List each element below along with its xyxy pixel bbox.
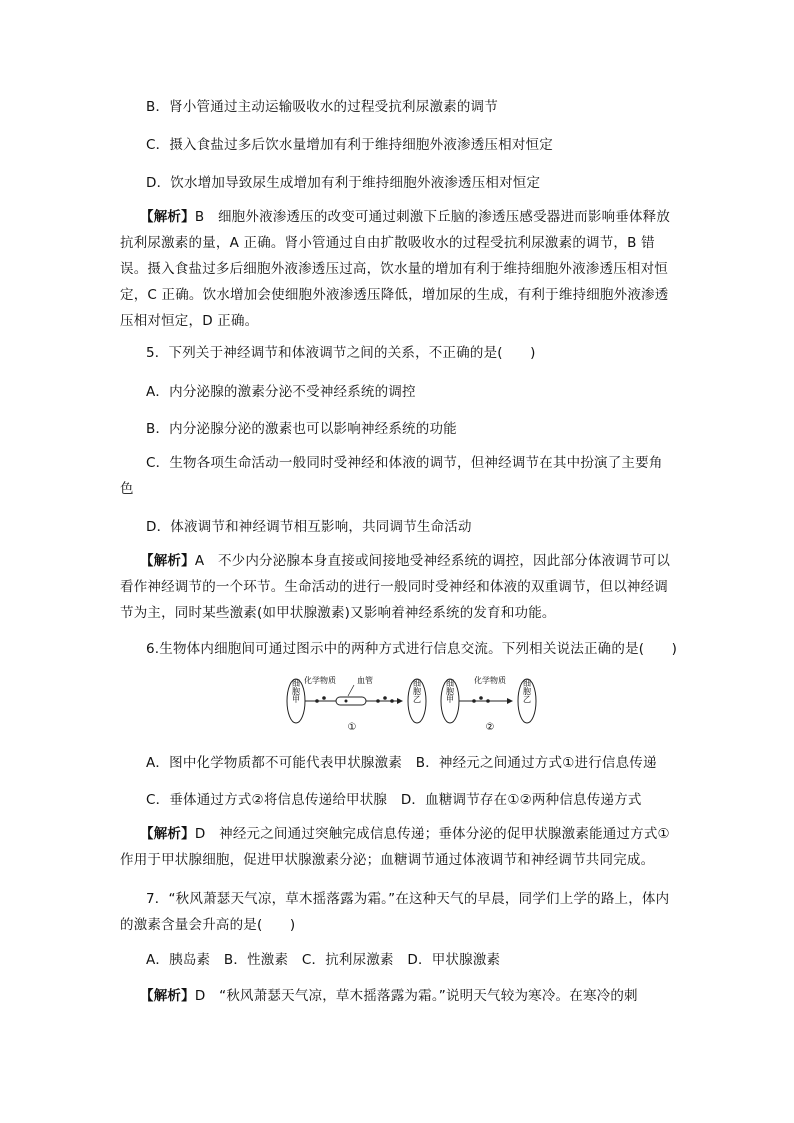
q5-option-d: D．体液调节和神经调节相互影响，共同调节生命活动 bbox=[146, 519, 472, 535]
molecule-dot bbox=[345, 700, 348, 703]
q4-analysis bbox=[120, 204, 676, 334]
analysis-label: 【解析】 bbox=[140, 988, 195, 1004]
molecule-dot bbox=[390, 699, 394, 703]
q5-stem: 5．下列关于神经调节和体液调节之间的关系，不正确的是( ) bbox=[146, 345, 536, 361]
q5-option-b: B．内分泌腺分泌的激素也可以影响神经系统的功能 bbox=[146, 421, 457, 437]
q6-figure bbox=[284, 672, 554, 734]
q7-options: A．胰岛素 B．性激素 C．抗利尿激素 D．甲状腺激素 bbox=[146, 952, 501, 968]
diagram-2 bbox=[441, 675, 536, 733]
q5-analysis bbox=[120, 548, 676, 626]
molecule-dot bbox=[486, 699, 490, 703]
q4-option-c: C．摄入食盐过多后饮水量增加有利于维持细胞外液渗透压相对恒定 bbox=[146, 137, 553, 153]
vessel-shape bbox=[336, 697, 366, 705]
analysis-answer: B bbox=[194, 209, 205, 225]
analysis-text: 不少内分泌腺本身直接或间接地受神经系统的调控，因此部分体液调节可以看作神经调节的一个环节。生命活动的进行一般同时受神经和体液的双重调节，但以神经调节为主，同时某些激素(如甲状腺激素)又影响着神经系统的发育和功能。 bbox=[120, 553, 671, 621]
cell-b-1-label: 细胞乙 bbox=[412, 679, 422, 703]
q5-option-a: A．内分泌腺的激素分泌不受神经系统的调控 bbox=[146, 384, 416, 400]
q6-options-line2: C．垂体通过方式②将信息传递给甲状腺 D．血糖调节存在①②两种信息传递方式 bbox=[146, 792, 642, 808]
chemical-2-label: 化学物质 bbox=[474, 676, 506, 685]
molecule-dot bbox=[322, 696, 326, 700]
molecule-dot bbox=[315, 699, 319, 703]
analysis-text: “秋风萧瑟天气凉，草木摇落露为霜。”说明天气较为寒冷。在寒冷的刺 bbox=[205, 988, 638, 1004]
cell-a-1-label: 细胞甲 bbox=[291, 679, 301, 703]
vessel-label: 血管 bbox=[357, 676, 373, 685]
analysis-text: 神经元之间通过突触完成信息传递；垂体分泌的促甲状腺激素能通过方式①作用于甲状腺细胞，促进甲状腺激素分泌；血糖调节通过体液调节和神经调节共同完成。 bbox=[120, 826, 670, 868]
q4-option-d: D．饮水增加导致尿生成增加有利于维持细胞外液渗透压相对恒定 bbox=[146, 175, 541, 191]
analysis-label: 【解析】 bbox=[140, 826, 195, 842]
cell-a-2-label: 细胞甲 bbox=[445, 679, 455, 703]
analysis-answer: A bbox=[194, 553, 205, 569]
analysis-label: 【解析】 bbox=[140, 209, 195, 225]
q4-option-b: B．肾小管通过主动运输吸收水的过程受抗利尿激素的调节 bbox=[146, 99, 498, 115]
analysis-answer: D bbox=[194, 988, 206, 1004]
analysis-text: 细胞外液渗透压的改变可通过刺激下丘脑的渗透压感受器进而影响垂体释放抗利尿激素的量，A 正确。肾小管通过自由扩散吸收水的过程受抗利尿激素的调节，B 错误。摄入食盐过多后细胞外液渗透压过高，饮水量的增加有利于维持细胞外液渗透压相对恒定，C 正确。饮水增加会使细胞外液渗透压降低，增加尿的生成，有利于维持细胞外液渗透压相对恒定，D 正确。 bbox=[120, 209, 671, 329]
q6-stem: 6.生物体内细胞间可通过图示中的两种方式进行信息交流。下列相关说法正确的是( ) bbox=[146, 641, 678, 657]
q6-analysis bbox=[120, 821, 676, 873]
chemical-1-label: 化学物质 bbox=[304, 676, 336, 685]
molecule-dot bbox=[472, 699, 476, 703]
analysis-label: 【解析】 bbox=[140, 553, 195, 569]
molecule-dot bbox=[376, 699, 380, 703]
q7-stem: 7．“秋风萧瑟天气凉，草木摇落露为霜。”在这种天气的早晨，同学们上学的路上，体内的激素含量会升高的是( ) bbox=[120, 891, 670, 933]
q6-options-line1: A．图中化学物质都不可能代表甲状腺激素 B．神经元之间通过方式①进行信息传递 bbox=[146, 755, 657, 771]
diagram-1 bbox=[287, 675, 426, 733]
vessel-pointer bbox=[348, 685, 354, 696]
cell-b-2-label: 细胞乙 bbox=[522, 679, 532, 703]
molecule-dot bbox=[479, 696, 483, 700]
q7-analysis bbox=[120, 983, 676, 1009]
q5-option-c: C．生物各项生命活动一般同时受神经和体液的调节，但神经调节在其中扮演了主要角色 bbox=[120, 455, 663, 497]
diagram-2-label: ② bbox=[485, 722, 495, 733]
diagram-1-label: ① bbox=[347, 722, 357, 733]
analysis-answer: D bbox=[194, 826, 206, 842]
molecule-dot bbox=[383, 696, 387, 700]
